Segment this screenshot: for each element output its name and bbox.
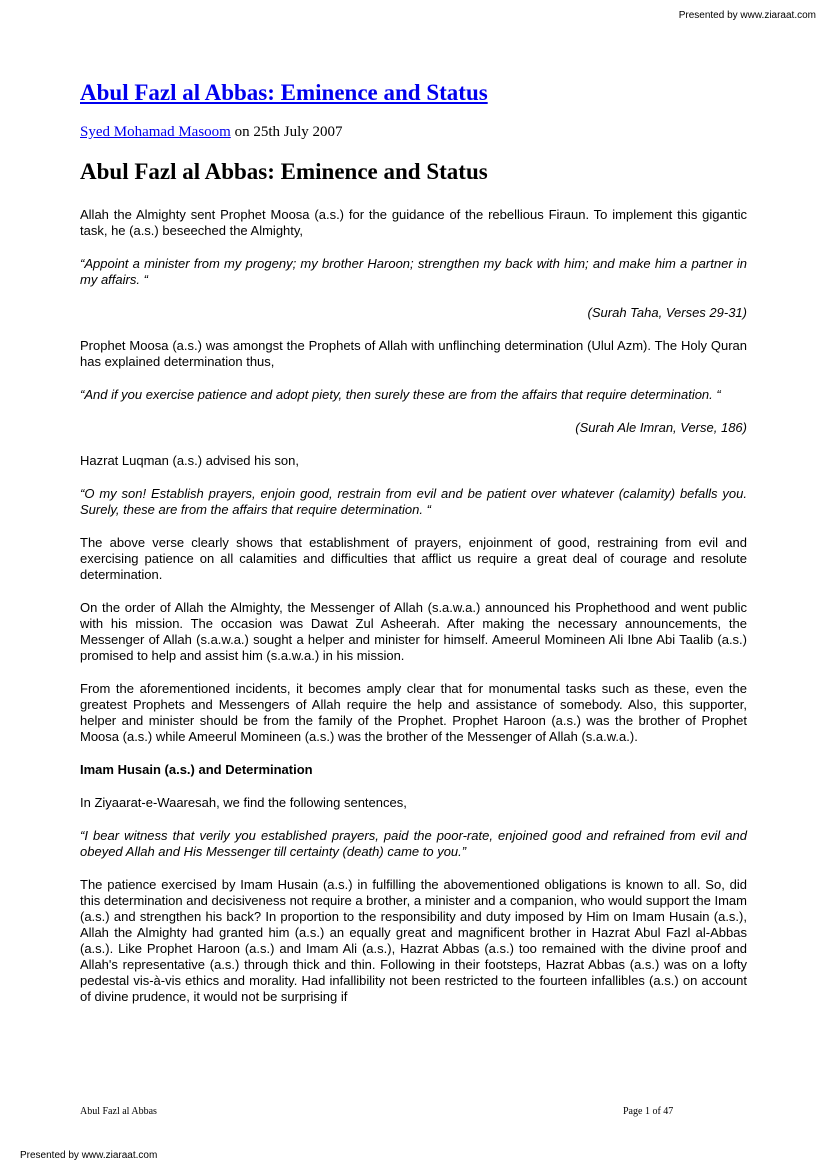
paragraph: The above verse clearly shows that establishment of prayers, enjoinment of good, restraining from evil and exercising patience on all calamities and difficulties that afflict us require a great deal of courage and resolute determination. xyxy=(80,535,747,582)
quote: “Appoint a minister from my progeny; my brother Haroon; strengthen my back with him; and make him a partner in my affairs. “ xyxy=(80,256,747,287)
paragraph: The patience exercised by Imam Husain (a.s.) in fulfilling the abovementioned obligations is known to all. So, did this determination and decisiveness not require a brother, a minister and a companion, who would support the Imam (a.s.) and strengthen his back? In proportion to the responsibility and duty imposed by Him on Imam Husain (a.s.), Allah the Almighty had granted him (a.s.) an equally great and magnificent brother in Hazrat Abul Fazl al-Abbas (a.s.). Like Prophet Haroon (a.s.) and Imam Ali (a.s.), Hazrat Abbas (a.s.) too remained with the divine proof and Allah's representative (a.s.) through thick and thin. Following in their footsteps, Hazrat Abbas (a.s.) was on a lofty pedestal vis-à-vis ethics and morality. Had infallibility not been restricted to the fourteen infallibles (a.s.) on account of divine prudence, it would not be surprising if xyxy=(80,877,747,1004)
title-link[interactable]: Abul Fazl al Abbas: Eminence and Status xyxy=(80,80,488,105)
page-number: Page 1 of 47 xyxy=(623,1106,674,1117)
paragraph: Allah the Almighty sent Prophet Moosa (a.s.) for the guidance of the rebellious Firaun. To implement this gigantic task, he (a.s.) beseeched the Almighty, xyxy=(80,207,747,238)
section-subheading: Imam Husain (a.s.) and Determination xyxy=(80,762,313,777)
publish-date: on 25th July 2007 xyxy=(230,124,343,140)
presented-by-footer: Presented by www.ziaraat.com xyxy=(20,1150,158,1161)
quote: “O my son! Establish prayers, enjoin good, restrain from evil and be patient over whatever (calamity) befalls you. Surely, these are from the affairs that require determination. “ xyxy=(80,486,747,517)
paragraph: Hazrat Luqman (a.s.) advised his son, xyxy=(80,453,299,468)
quote-reference: (Surah Ale Imran, Verse, 186) xyxy=(575,420,747,435)
article-body xyxy=(80,80,747,1022)
quote-reference: (Surah Taha, Verses 29-31) xyxy=(587,305,747,320)
quote: “I bear witness that verily you established prayers, paid the poor-rate, enjoined good and refrained from evil and obeyed Allah and His Messenger till certainty (death) came to you.” xyxy=(80,828,747,859)
paragraph: In Ziyaarat-e-Waaresah, we find the following sentences, xyxy=(80,795,407,810)
byline xyxy=(80,124,747,141)
article-heading: Abul Fazl al Abbas: Eminence and Status xyxy=(80,159,488,184)
paragraph: From the aforementioned incidents, it becomes amply clear that for monumental tasks such as these, even the greatest Prophets and Messengers of Allah require the help and assistance of somebody. Also, this supporter, helper and minister should be from the family of the Prophet. Prophet Haroon (a.s.) was the brother of Prophet Moosa (a.s.) while Ameerul Momineen (a.s.) was the brother of the Messenger of Allah (s.a.w.a.). xyxy=(80,681,747,744)
quote: “And if you exercise patience and adopt piety, then surely these are from the affairs that require determination. “ xyxy=(80,387,721,402)
footer-title: Abul Fazl al Abbas xyxy=(80,1106,157,1117)
presented-by-header: Presented by www.ziaraat.com xyxy=(678,10,816,21)
paragraph: Prophet Moosa (a.s.) was amongst the Prophets of Allah with unflinching determination (Ulul Azm). The Holy Quran has explained determination thus, xyxy=(80,338,747,369)
paragraph: On the order of Allah the Almighty, the Messenger of Allah (s.a.w.a.) announced his Prophethood and went public with his mission. The occasion was Dawat Zul Asheerah. After making the necessary announcements, the Messenger of Allah (s.a.w.a.) sought a helper and minister for himself. Ameerul Momineen Ali Ibne Abi Taalib (a.s.) promised to help and assist him (s.a.w.a.) in his mission. xyxy=(80,600,747,663)
author-link[interactable]: Syed Mohamad Masoom xyxy=(80,124,231,140)
